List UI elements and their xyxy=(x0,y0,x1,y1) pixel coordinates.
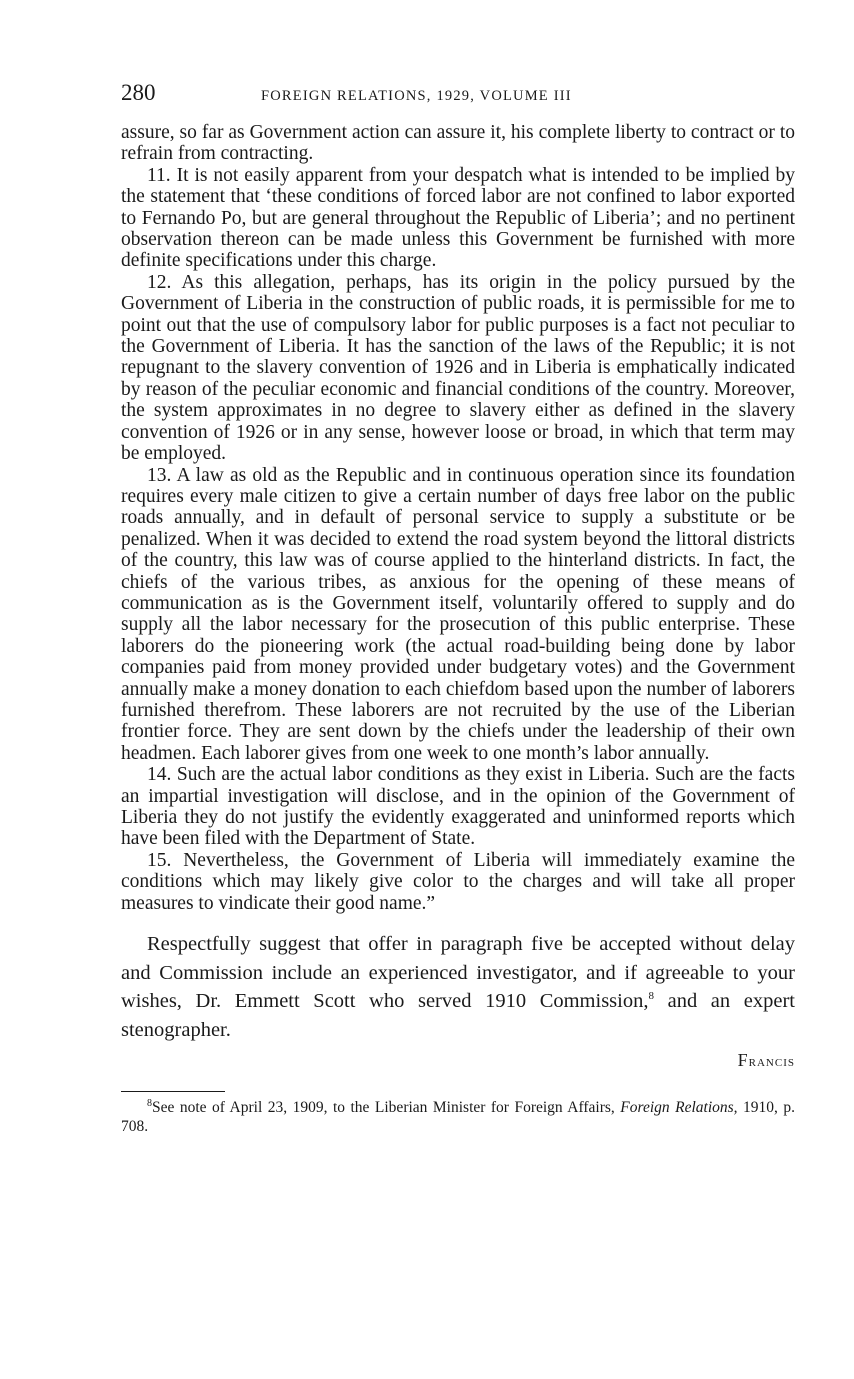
closing-text-end: and an expert stenographer. xyxy=(121,990,795,1041)
closing-text xyxy=(121,930,795,1044)
closing-paragraph xyxy=(121,930,795,1044)
document-page xyxy=(121,80,795,1136)
paragraph-14: 14. Such are the actual labor conditions as they exist in Liberia. Such are the facts an impartial investigation will disclose, and in the opinion of the Government of Liberia they do not justify the evidently exaggerated and uninformed reports which have been filed with the Department of State. xyxy=(121,764,795,850)
paragraph-15: 15. Nevertheless, the Government of Liberia will immediately examine the conditions which may likely give color to the charges and will take all proper measures to vindicate their good name.” xyxy=(121,849,795,914)
footnote-italic-title: Foreign Relations, xyxy=(620,1099,738,1117)
signature: Francis xyxy=(737,1050,795,1071)
closing-text-main: Respectfully suggest that offer in paragraph five be accepted without delay and Commission include an experienced investigator, and if agreeable to your wishes, Dr. Emmett Scott who served 1910 Commission, xyxy=(121,933,795,1013)
paragraph-11: 11. It is not easily apparent from your despatch what is intended to be implied by the statement that ‘these conditions of forced labor are not confined to labor exported to Fernando Po, but are general throughout the Republic of Liberia’; and no pertinent observation thereon can be made unless this Government be furnished with more definite specifications under this charge. xyxy=(121,164,795,272)
footnote-divider xyxy=(121,1091,225,1092)
page-number: 280 xyxy=(121,80,156,105)
footnote-marker: 8 xyxy=(147,1097,152,1109)
page-header xyxy=(121,80,795,112)
footnote-text-end: 1910, p. 708. xyxy=(121,1099,795,1136)
footnote xyxy=(121,1098,795,1136)
quoted-note xyxy=(121,122,795,914)
running-head: FOREIGN RELATIONS, 1929, VOLUME III xyxy=(261,88,572,104)
footnote-reference: 8 xyxy=(648,990,654,1003)
paragraph-12: 12. As this allegation, perhaps, has its origin in the policy pursued by the Government of Liberia in the construction of public roads, it is permissible for me to point out that the use of compulsory labor for public purposes is a fact not peculiar to the Government of Liberia. It has the sanction of the laws of the Republic; it is not repugnant to the slavery convention of 1926 and in Liberia is emphatically indicated by reason of the peculiar economic and financial conditions of the country. Moreover, the system approximates in no degree to slavery either as defined in the slavery convention of 1926 or in any sense, however loose or broad, in which that term may be employed. xyxy=(121,271,795,465)
footnote-text: See note of April 23, 1909, to the Liberian Minister for Foreign Affairs, xyxy=(152,1099,621,1117)
paragraph-continuation: assure, so far as Government action can assure it, his complete liberty to contract or to refrain from contracting. xyxy=(121,122,795,165)
paragraph-13: 13. A law as old as the Republic and in continuous operation since its foundation requires every male citizen to give a certain number of days free labor on the public roads annually, and in default of personal service to supply a substitute or be penalized. When it was decided to extend the road system beyond the littoral districts of the country, this law was of course applied to the hinterland districts. In fact, the chiefs of the various tribes, as anxious for the opening of these means of communication as is the Government itself, voluntarily offered to supply and do supply all the labor necessary for the prosecution of this public enterprise. These laborers do the pioneering work (the actual road-building being done by labor companies paid from money provided under budgetary votes) and the Government annually make a money donation to each chiefdom based upon the number of laborers furnished therefrom. These laborers are not recruited by the use of the Liberian frontier force. They are sent down by the chiefs under the leadership of their own headmen. Each laborer gives from one week to one month’s labor annually. xyxy=(121,464,795,764)
